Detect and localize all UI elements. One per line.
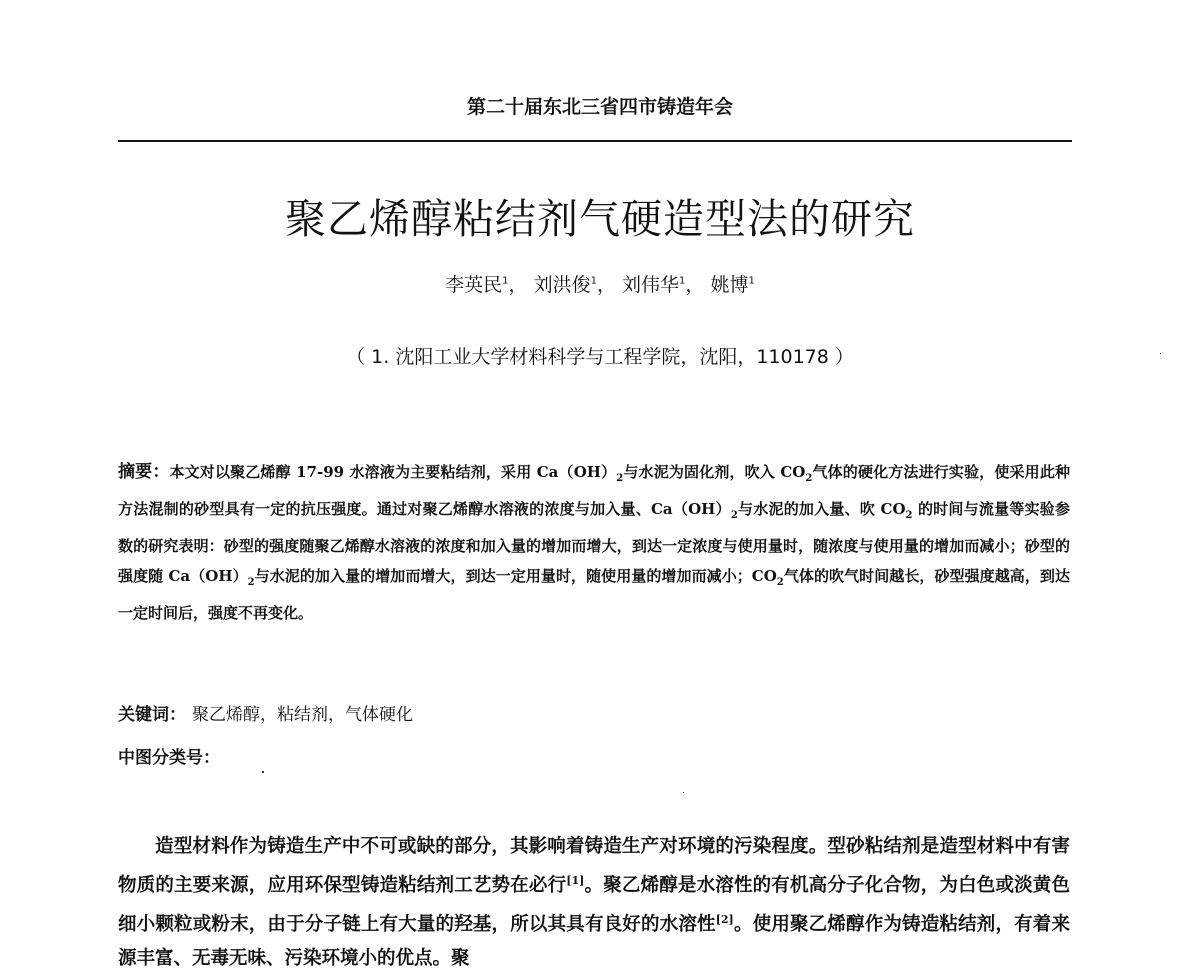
author-name: 李英民 bbox=[445, 274, 503, 296]
keywords bbox=[118, 700, 413, 725]
abstract-text: 的时间与流量等实验参数的研究表明：砂型的强度随聚乙烯醇水溶液的浓度和加入量的增加而增大，到达一定浓度与使用量时，随浓度与使用量的增加而减小；砂型的强度随 Ca（OH） bbox=[118, 500, 1071, 585]
body-text: 。使用聚乙烯醇作为铸造粘结剂，有着来源丰富、无毒无味、污染环境小的优点。聚 bbox=[118, 914, 1070, 970]
subscript: 2 bbox=[730, 510, 738, 521]
author-separator: ， bbox=[508, 274, 528, 296]
abstract-text: 与水泥为固化剂，吹入 CO bbox=[623, 463, 806, 481]
author-separator: ， bbox=[596, 274, 616, 296]
clc-number bbox=[118, 743, 220, 768]
body-text: 造型材料作为铸造生产中不可或缺的部分，其影响着铸造生产对环境的污染程度。型砂粘结剂是造型材料中有害物质的主要来源，应用环保型铸造粘结剂工艺势在必行 bbox=[118, 836, 1070, 897]
scan-speck bbox=[683, 792, 684, 793]
affiliation: （ 1. 沈阳工业大学材料科学与工程学院，沈阳，110178 ） bbox=[346, 346, 854, 368]
conference-header: 第二十届东北三省四市铸造年会 bbox=[466, 96, 733, 118]
abstract-label: 摘要： bbox=[118, 462, 170, 482]
affiliation-mark: 1 bbox=[748, 275, 755, 287]
author-name: 刘伟华 bbox=[622, 274, 680, 296]
affiliation-mark: 1 bbox=[679, 275, 686, 287]
abstract-text: 气体的吹气时间越长，砂型强度越高，到达一定时间后，强度不再变化。 bbox=[118, 567, 1070, 622]
abstract bbox=[118, 457, 1070, 628]
paper-title: 聚乙烯醇粘结剂气硬造型法的研究 bbox=[285, 195, 915, 243]
author-separator: ， bbox=[685, 274, 705, 296]
abstract-text: 气体的硬化方法进行实验，使采用此种方法混制的砂型具有一定的抗压强度。通过对聚乙烯醇水溶液的浓度与加入量、Ca（OH） bbox=[118, 463, 1070, 518]
author-list bbox=[0, 270, 1200, 297]
subscript: 2 bbox=[776, 577, 784, 588]
author-name: 刘洪俊 bbox=[533, 274, 591, 296]
abstract-text: 本文对以聚乙烯醇 17-99 水溶液为主要粘结剂，采用 Ca（OH） bbox=[169, 463, 617, 481]
abstract-text: 与水泥的加入量、吹 CO bbox=[737, 500, 906, 518]
subscript: 2 bbox=[616, 473, 624, 484]
header-rule bbox=[118, 140, 1072, 142]
author-name: 姚博 bbox=[710, 274, 749, 296]
scan-speck bbox=[262, 771, 264, 773]
subscript: 2 bbox=[805, 473, 813, 484]
citation-ref[interactable]: [1] bbox=[566, 874, 585, 887]
subscript: 2 bbox=[905, 510, 913, 521]
keywords-label: 关键词： bbox=[118, 705, 186, 725]
citation-ref[interactable]: [2] bbox=[715, 913, 734, 927]
body-paragraph bbox=[118, 830, 1070, 976]
abstract-text: 与水泥的加入量的增加而增大，到达一定用量时，随使用量的增加而减小；CO bbox=[254, 567, 777, 585]
affiliation-mark: 1 bbox=[502, 275, 509, 287]
body-text: 。聚乙烯醇是水溶性的有机高分子化合物，为白色或淡黄色细小颗粒或粉末，由于分子链上有大量的羟基，所以其具有良好的水溶性 bbox=[118, 875, 1070, 936]
scan-speck bbox=[1160, 353, 1161, 354]
affiliation-mark: 1 bbox=[590, 275, 597, 287]
keywords-text: 聚乙烯醇，粘结剂，气体硬化 bbox=[192, 705, 413, 725]
subscript: 2 bbox=[247, 577, 255, 588]
clc-label: 中图分类号： bbox=[118, 748, 220, 768]
